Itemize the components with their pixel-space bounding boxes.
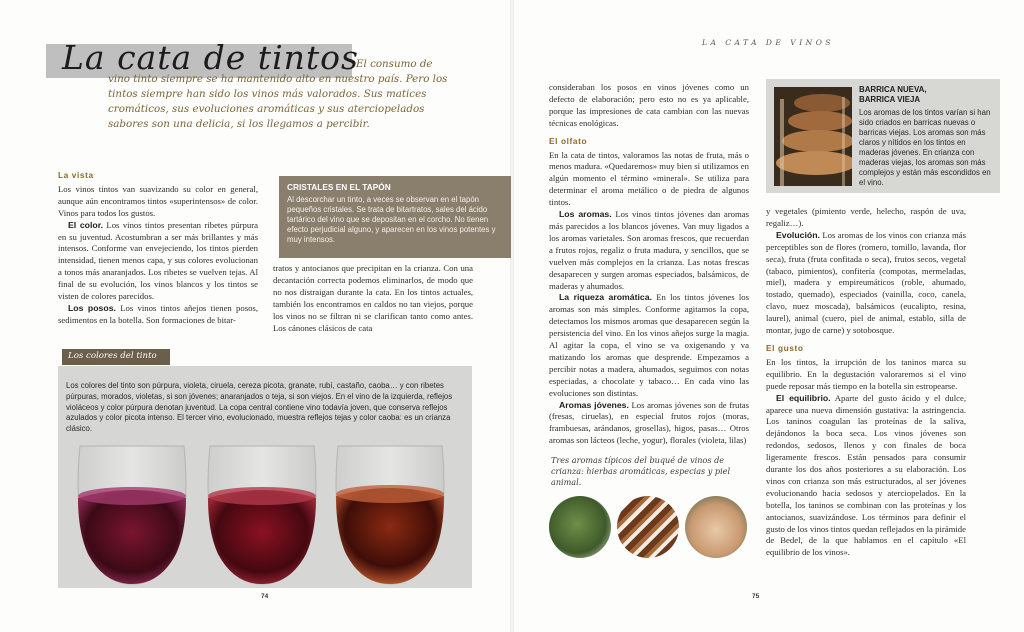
page-number-right: 75 bbox=[752, 593, 760, 600]
sidebar-text: Al descorchar un tinto, a veces se observan en el tapón pequeños cristales. Se trata de bitartratos, sales del ácido tartárico del vino que se depositan en el corcho. No tienen efecto perjudicial alguno, y aparecen en los vinos potentes y muy intensos. bbox=[287, 195, 496, 244]
vista-paragraph: Los vinos tintos van suavizando su color en general, aunque aún encontramos tintos «superintensos» de color. Vinos para todos los gustos. bbox=[58, 183, 258, 218]
section-heading-vista: La vista bbox=[58, 170, 94, 180]
sidebar-heading: CRISTALES EN EL TAPÓN bbox=[287, 182, 391, 192]
vegetales-paragraph: y vegetales (pimiento verde, helecho, raspón de uva, regaliz…). bbox=[766, 206, 966, 228]
glass-middle bbox=[208, 446, 316, 584]
jovenes-text: Los aromas jóvenes son de frutas (fresas, ciruelas), en especial frutos rojos (moras, frambuesas, arándanos, grosellas), higos, pasas… Otros aromas son lácteos (leche, yogur), florales (violeta, lilas) bbox=[549, 399, 749, 446]
intro-text: El consumo de vino tinto siempre se ha mantenido alto en nuestro país. Pero los tintos siempre han sido los vinos más valorados. Sus matices cromáticos, sus evoluciones aromáticas y sus aterciopelados sabores son una delicia, si los llegamos a percibir. bbox=[108, 58, 448, 130]
barrica-heading-line2: BARRICA VIEJA bbox=[859, 95, 921, 104]
equilibrio-lead: El equilibrio. bbox=[776, 392, 831, 403]
right-column-2 bbox=[766, 206, 966, 559]
riqueza-paragraph bbox=[549, 292, 749, 399]
right-column-1 bbox=[549, 82, 749, 447]
aromas-paragraph bbox=[549, 209, 749, 292]
barrica-heading-line1: BARRICA NUEVA, bbox=[859, 85, 927, 94]
aromas-text: Los vinos tintos jóvenes dan aromas más parecidos a los blancos jóvenes. Van muy ligados a los aromas varietales. Son aromas frescos, que recuerdan a frutos rojos, regaliz o fruta madura, y sencillos, que se vuelven más complejos en la crianza. Las notas frescas desaparecen y surgen aromas especiados, balsámicos, de maderas y ahumados. bbox=[549, 209, 749, 291]
leather-photo bbox=[685, 496, 747, 558]
evolucion-text: Los aromas de los vinos con crianza más perceptibles son de flores (romero, tomillo, lavanda, flor seca), fruta (fruta confitada o seca), frutos secos, vegetal (tabaco, pimientos), confitería (compotas, mermeladas, miel), madera y empireumáticos (roble, ahumado, tostado, quemado), especiados (vainilla, coco, canela, clavo, nuez moscada), balsámicos (eucalipto, resina, laurel), animal (cuero, piel de animal, establo, silla de montar, jugo de carne) y sotobosque. bbox=[766, 229, 966, 336]
olfato-paragraph: En la cata de tintos, valoramos las notas de fruta, más o menos madura. «Quedaremos» muy bien si utilizamos en algún momento el término «mineral». Se utiliza para determinar el aroma metálico o de piedra de algunos tintos. bbox=[549, 149, 749, 208]
page-gutter bbox=[510, 0, 514, 632]
page-number-left: 74 bbox=[261, 593, 269, 600]
glass-young bbox=[78, 446, 186, 584]
color-paragraph bbox=[58, 220, 258, 303]
evolucion-lead: Evolución. bbox=[776, 229, 820, 240]
colors-box-tag: Los colores del tinto bbox=[62, 349, 170, 365]
equilibrio-paragraph bbox=[766, 393, 966, 560]
section-heading-gusto: El gusto bbox=[766, 342, 804, 353]
color-lead: El color. bbox=[68, 219, 104, 230]
left-column-1 bbox=[58, 170, 258, 327]
sidebar-cristales bbox=[279, 176, 511, 258]
jovenes-paragraph bbox=[549, 400, 749, 448]
evolucion-paragraph bbox=[766, 230, 966, 337]
equilibrio-text: Aparte del gusto ácido y el dulce, aparece una nueva dimensión gustativa: la astringencia. Los taninos coagulan las proteínas de la saliva, dejándonos la boca seca. Los vinos jóvenes son redondos, sedosos, llenos y con finales de boca ligeramente frescos. Están pensados para consumir durante los dos años posteriores a su elaboración. Los vinos con crianza son más estructurados, al ser jóvenes evolucionando hacia sedosos y aterciopelados. En la botella, los taninos se combinan con las proteínas y los antocianos, suavizándose. Los términos para definir el gusto de los vinos tintos quedan reflejados en la pirámide de Bedel, de la que hablamos en el capítulo «El equilibrio de los vinos». bbox=[766, 392, 966, 558]
riqueza-text: En los tintos jóvenes los aromas son más simples. Conforme agitamos la copa, detectamos los mismos aromas que desaparecen según la persistencia del vino. En los vinos añejos surge la magia. Al agitar la copa, el vino se va oxigenando y va matizando los aromas que desprende. Empezamos a percibir notas a madera, ahumados, seguimos con notas especiadas, a chocolate y tabaco… En cada vino las evoluciones son distintas. bbox=[549, 292, 750, 398]
section-heading-olfato: El olfato bbox=[549, 135, 588, 146]
aroma-caption: Tres aromas típicos del buqué de vinos de crianza: hierbas aromáticas, especias y piel animal. bbox=[551, 455, 731, 487]
riqueza-lead: La riqueza aromática. bbox=[559, 292, 652, 303]
posos-lead: Los posos. bbox=[68, 302, 116, 313]
posos-text: Los vinos tintos añejos tienen posos, sedimentos en la botella. Son formaciones de bitar- bbox=[58, 302, 258, 325]
gusto-paragraph: En los tintos, la irrupción de los taninos marca su equilibrio. En la degustación valoraremos si el vino puede reposar más tiempo en la botella sin estropearse. bbox=[766, 356, 966, 391]
posos-paragraph bbox=[58, 303, 258, 327]
barrels-photo bbox=[774, 87, 852, 186]
barrica-text: Los aromas de los tintos varían si han sido criados en barricas nuevas o barricas viejas. Los aromas son más claros y nítidos en los tintos en maderas jóvenes. En crianza con maderas viejas, los aromas son más complejos y están más escondidos en el vino. bbox=[859, 108, 991, 187]
left-column-2 bbox=[273, 263, 473, 334]
running-head: LA CATA DE VINOS bbox=[702, 38, 835, 47]
herbs-photo bbox=[549, 496, 611, 558]
page-title: La cata de tintos bbox=[62, 38, 359, 77]
wine-glasses-photo bbox=[62, 438, 470, 588]
cinnamon-photo bbox=[617, 496, 679, 558]
glass-evolved bbox=[336, 446, 444, 584]
color-text: Los vinos tintos presentan ribetes púrpura en su juventud. Acostumbran a ser más brillantes y más intensos. Conforme van envejeciendo, los tintos pierden intensidad, tienen menos capa, y sus colores evolucionan a tonos más anaranjados. Los ribetes se vuelven tejas. Al final de su evolución, los vinos blancos y los tintos se visten de colores parecidos. bbox=[58, 219, 258, 302]
colors-box-text: Los colores del tinto son púrpura, violeta, ciruela, cereza picota, granate, rubí, castaño, caoba… y con ribetes púrpuras, morados, violetas, si son jóvenes; anaranjados o teja, si son viejos. En el vino de la izquierda, reflejos violáceos y color púrpura denotan juventud. La copa central contiene vino todavía joven, que conserva reflejos azulados y color picota intenso. El tercer vino, evolucionado, muestra reflejos tejas y color caoba: es un crianza clásico. bbox=[66, 381, 453, 434]
posos-continued: consideraban los posos en vinos jóvenes como un defecto de elaboración; pero esto no es ya aplicable, porque las impresiones de cata cambian con las nuevas técnicas enológicas. bbox=[549, 82, 749, 128]
barrica-heading bbox=[859, 85, 927, 105]
aromas-lead: Los aromas. bbox=[559, 209, 612, 220]
jovenes-lead: Aromas jóvenes. bbox=[559, 399, 629, 410]
column2-paragraph: tratos y antocianos que precipitan en la crianza. Con una decantación correcta podemos eliminarlos, de modo que no nos distraigan durante la cata. En los tintos actuales, también los encontramos en caldos no tan viejos, porque los vinos no se filtran ni se clarifican tanto como antes. Los cánones clásicos de cata bbox=[273, 263, 473, 333]
